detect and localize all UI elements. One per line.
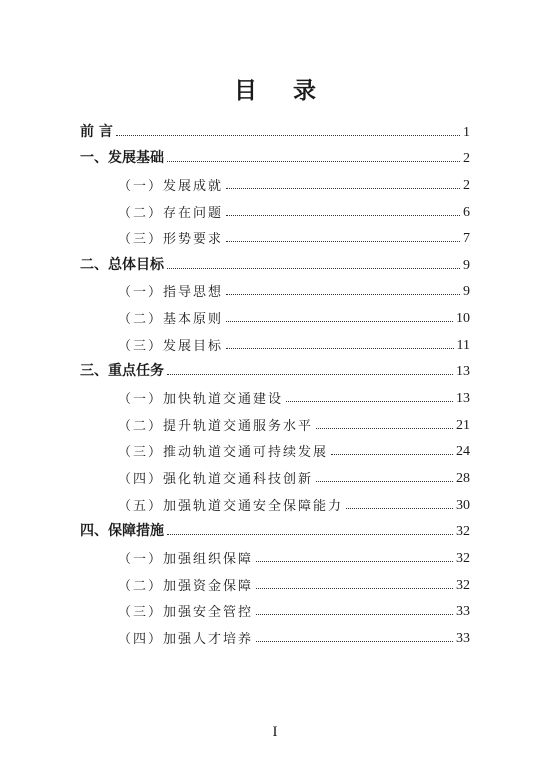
toc-entry-label: （五）加强轨道交通安全保障能力 (118, 498, 344, 514)
dot-leader (346, 507, 453, 509)
dot-leader (316, 480, 453, 482)
toc-entry-label: （一）指导思想 (118, 285, 224, 301)
dot-leader (226, 293, 460, 295)
toc-chapter-entry[interactable] (80, 354, 470, 381)
toc-section-entry[interactable] (80, 300, 470, 327)
toc-entry-page-number: 9 (463, 284, 470, 300)
toc-entry-page-number: 32 (456, 577, 470, 593)
toc-section-entry[interactable] (80, 540, 470, 567)
toc-entry-page-number: 1 (463, 124, 470, 140)
toc-entry-label: （四）强化轨道交通科技创新 (118, 471, 314, 487)
toc-section-entry[interactable] (80, 594, 470, 621)
toc-chapter-entry[interactable] (80, 247, 470, 274)
dot-leader (226, 347, 454, 349)
toc-entry-page-number: 13 (456, 364, 470, 380)
toc-section-entry[interactable] (80, 620, 470, 647)
toc-entry-page-number: 11 (456, 337, 470, 353)
toc-section-entry[interactable] (80, 407, 470, 434)
toc-entry-label: （四）加强人才培养 (118, 631, 254, 647)
toc-entry-label: 二、总体目标 (80, 256, 164, 273)
dot-leader (316, 427, 453, 429)
toc-section-entry[interactable] (80, 380, 470, 407)
toc-entry-label: （二）加强资金保障 (118, 578, 254, 594)
toc-section-entry[interactable] (80, 194, 470, 221)
dot-leader (286, 400, 453, 402)
toc-entry-page-number: 30 (456, 497, 470, 513)
page-title: 目 录 (233, 77, 330, 104)
toc-entry-page-number: 24 (456, 444, 470, 460)
toc-section-entry[interactable] (80, 327, 470, 354)
dot-leader (256, 613, 453, 615)
toc-entry-label: 一、发展基础 (80, 150, 164, 167)
toc-entry-label: 四、保障措施 (80, 523, 164, 540)
dot-leader (167, 160, 460, 162)
toc-chapter-entry[interactable] (80, 514, 470, 541)
toc-entry-page-number: 2 (463, 151, 470, 167)
dot-leader (167, 533, 453, 535)
toc-entry-page-number: 2 (463, 177, 470, 193)
toc-entry-label: （三）形势要求 (118, 232, 224, 248)
dot-leader (226, 214, 460, 216)
toc-entry-page-number: 33 (456, 630, 470, 646)
dot-leader (167, 373, 453, 375)
toc-section-entry[interactable] (80, 221, 470, 248)
toc-entry-label: （三）加强安全管控 (118, 605, 254, 621)
toc-entry-label: （一）发展成就 (118, 178, 224, 194)
toc-entry-page-number: 9 (463, 257, 470, 273)
dot-leader (256, 640, 453, 642)
toc-entry-page-number: 33 (456, 604, 470, 620)
toc-section-entry[interactable] (80, 487, 470, 514)
toc-chapter-entry[interactable] (80, 141, 470, 168)
toc-entry-page-number: 32 (456, 550, 470, 566)
toc-section-entry[interactable] (80, 434, 470, 461)
toc-section-entry[interactable] (80, 567, 470, 594)
dot-leader (256, 560, 453, 562)
toc-entry-label: （二）基本原则 (118, 312, 224, 328)
toc-entry-page-number: 7 (463, 231, 470, 247)
toc-entry-page-number: 32 (456, 524, 470, 540)
dot-leader (331, 453, 453, 455)
toc-entry-page-number: 13 (456, 391, 470, 407)
toc-entry-page-number: 10 (456, 311, 470, 327)
table-of-contents (80, 114, 470, 647)
dot-leader (226, 240, 460, 242)
toc-entry-label: （二）存在问题 (118, 205, 224, 221)
toc-entry-label: （三）发展目标 (118, 338, 224, 354)
dot-leader (256, 587, 453, 589)
toc-entry-page-number: 28 (456, 470, 470, 486)
toc-section-entry[interactable] (80, 167, 470, 194)
toc-entry-label: 三、重点任务 (80, 363, 164, 380)
dot-leader (167, 267, 460, 269)
toc-entry-label: （三）推动轨道交通可持续发展 (118, 445, 329, 461)
dot-leader (226, 187, 460, 189)
dot-leader (116, 134, 460, 136)
dot-leader (226, 320, 453, 322)
page-number-footer: I (272, 724, 278, 740)
toc-entry-label: （二）提升轨道交通服务水平 (118, 418, 314, 434)
toc-entry-label: （一）加强组织保障 (118, 551, 254, 567)
toc-entry-label: （一）加快轨道交通建设 (118, 392, 284, 408)
toc-section-entry[interactable] (80, 460, 470, 487)
toc-entry-page-number: 6 (463, 204, 470, 220)
toc-chapter-entry[interactable] (80, 114, 470, 141)
toc-section-entry[interactable] (80, 274, 470, 301)
toc-entry-page-number: 21 (456, 417, 470, 433)
toc-entry-label: 前 言 (80, 123, 113, 140)
